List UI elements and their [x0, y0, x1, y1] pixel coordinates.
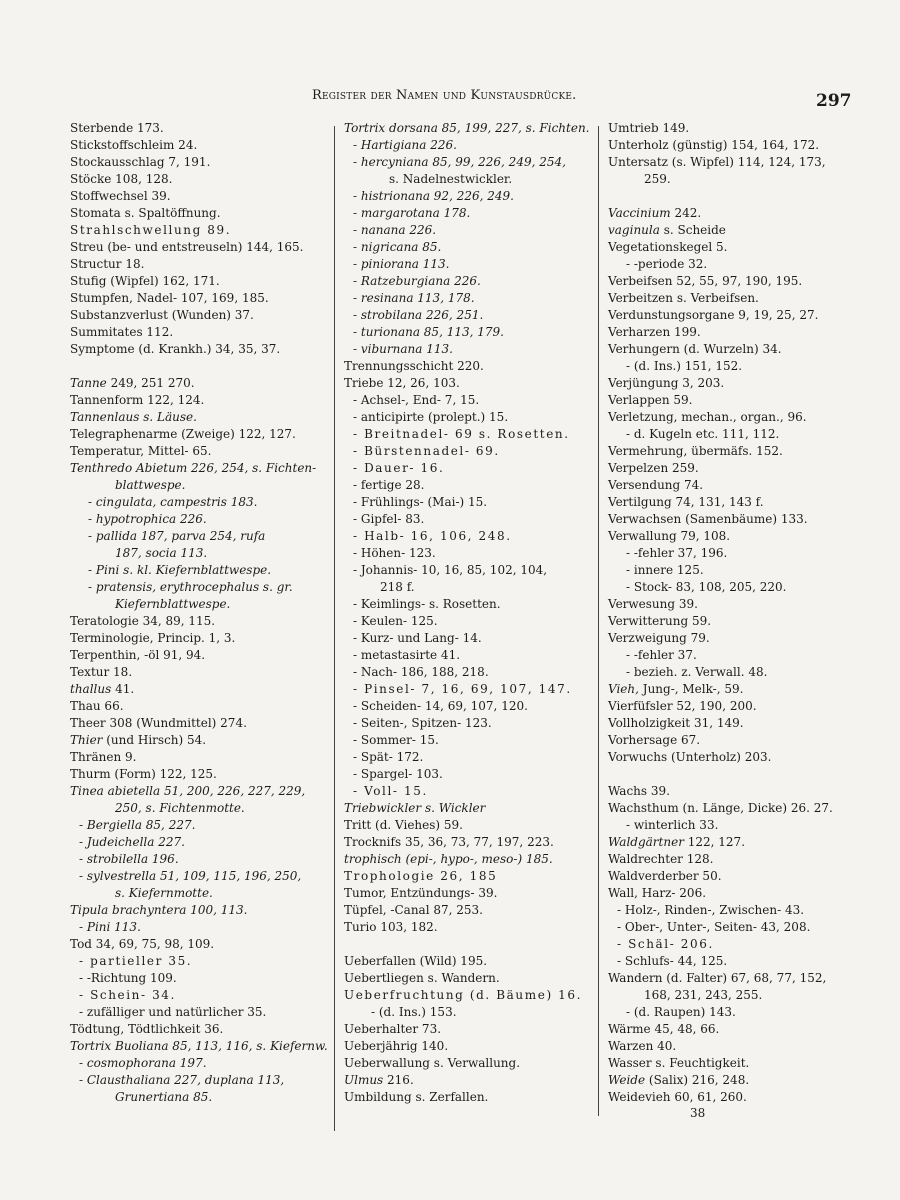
index-entry: Thränen 9. [70, 750, 137, 764]
index-entry: - margarotana 178. [353, 206, 471, 220]
index-entry: Stumpfen, Nadel- 107, 169, 185. [70, 291, 269, 305]
index-entry: Waldgärtner 122, 127. [608, 835, 746, 849]
index-entry: Grunertiana 85. [115, 1090, 213, 1104]
section-gap [70, 358, 322, 375]
index-entry: Waldrechter 128. [608, 852, 714, 866]
index-entry: - d. Kugeln etc. 111, 112. [626, 427, 780, 441]
index-entry: Verwachsen (Samenbäume) 133. [608, 512, 808, 526]
index-entry: - Breitnadel- 69 s. Rosetten. [353, 427, 570, 441]
index-entry: Ueberwallung s. Verwallung. [344, 1056, 521, 1070]
index-entry: Verhungern (d. Wurzeln) 34. [608, 342, 782, 356]
index-entry: Weide (Salix) 216, 248. [608, 1073, 750, 1087]
index-entry: Telegraphenarme (Zweige) 122, 127. [70, 427, 296, 441]
index-entry: Tumor, Entzündungs- 39. [344, 886, 498, 900]
index-entry: 187, socia 113. [115, 546, 208, 560]
index-entry: Tritt (d. Viehes) 59. [344, 818, 463, 832]
index-entry: Tanne 249, 251 270. [70, 376, 195, 390]
index-entry: Terminologie, Princip. 1, 3. [70, 631, 236, 645]
index-entry: Umtrieb 149. [608, 121, 690, 135]
index-entry: Verdunstungsorgane 9, 19, 25, 27. [608, 308, 819, 322]
index-entry: - Holz-, Rinden-, Zwischen- 43. [617, 903, 805, 917]
index-entry: thallus 41. [70, 682, 135, 696]
index-entry: Ueberhalter 73. [344, 1022, 442, 1036]
index-entry: - Schäl- 206. [617, 937, 714, 951]
index-entry: - Kurz- und Lang- 14. [353, 631, 482, 645]
index-entry: - Keimlings- s. Rosetten. [353, 597, 501, 611]
index-entry: - (d. Raupen) 143. [626, 1005, 736, 1019]
index-entry: - hercyniana 85, 99, 226, 249, 254, [353, 155, 566, 169]
index-entry: Stomata s. Spaltöffnung. [70, 206, 221, 220]
column-rule-right [598, 126, 599, 1116]
page-number: 297 [816, 91, 852, 111]
index-entry: - Schlufs- 44, 125. [617, 954, 728, 968]
index-entry: Tortrix Buoliana 85, 113, 116, s. Kiefernw. [70, 1039, 328, 1053]
index-entry: Ueberfruchtung (d. Bäume) 16. [344, 988, 583, 1002]
index-entry: Verwitterung 59. [608, 614, 712, 628]
index-entry: - innere 125. [626, 563, 704, 577]
index-entry: - Voll- 15. [353, 784, 428, 798]
index-entry: - Bergiella 85, 227. [79, 818, 196, 832]
index-entry: - Gipfel- 83. [353, 512, 425, 526]
index-entry: Tinea abietella 51, 200, 226, 227, 229, [70, 784, 306, 798]
index-entry: Summitates 112. [70, 325, 174, 339]
index-entry: Untersatz (s. Wipfel) 114, 124, 173, [608, 155, 826, 169]
index-column-1 [70, 120, 328, 1106]
index-entry: - Bürstennadel- 69. [353, 444, 500, 458]
index-entry: Vegetationskegel 5. [608, 240, 728, 254]
index-entry: - Spät- 172. [353, 750, 424, 764]
index-entry: Trophologie 26, 185 [344, 869, 498, 883]
index-entry: Tüpfel, -Canal 87, 253. [344, 903, 483, 917]
index-entry: Warzen 40. [608, 1039, 677, 1053]
index-entry: Ulmus 216. [344, 1073, 414, 1087]
index-entry: - winterlich 33. [626, 818, 719, 832]
index-entry: - Halb- 16, 106, 248. [353, 529, 512, 543]
index-entry: Unterholz (günstig) 154, 164, 172. [608, 138, 820, 152]
index-entry: Stoffwechsel 39. [70, 189, 171, 203]
index-entry: - -Richtung 109. [79, 971, 177, 985]
index-entry: vaginula s. Scheide [608, 223, 726, 237]
index-entry: Thau 66. [70, 699, 124, 713]
index-entry: Vaccinium 242. [608, 206, 702, 220]
signature-mark: 38 [690, 1106, 706, 1120]
index-entry: - Stock- 83, 108, 205, 220. [626, 580, 787, 594]
index-entry: Wall, Harz- 206. [608, 886, 707, 900]
index-entry: - anticipirte (prolept.) 15. [353, 410, 509, 424]
index-entry: Umbildung s. Zerfallen. [344, 1090, 489, 1104]
index-entry: - pratensis, erythrocephalus s. gr. [88, 580, 293, 594]
index-entry: - fertige 28. [353, 478, 425, 492]
index-entry: Symptome (d. Krankh.) 34, 35, 37. [70, 342, 281, 356]
index-entry: - metastasirte 41. [353, 648, 461, 662]
index-entry: Temperatur, Mittel- 65. [70, 444, 212, 458]
index-entry: - Pinsel- 7, 16, 69, 107, 147. [353, 682, 572, 696]
index-entry: - Keulen- 125. [353, 614, 438, 628]
index-entry: Wasser s. Feuchtigkeit. [608, 1056, 750, 1070]
index-entry: Tödtung, Tödtlichkeit 36. [70, 1022, 224, 1036]
index-entry: Triebwickler s. Wickler [344, 801, 486, 815]
running-header: Register der Namen und Kunstausdrücke. [312, 88, 577, 103]
index-entry: Verbeitzen s. Verbeifsen. [608, 291, 759, 305]
index-column-3 [608, 120, 840, 1106]
index-entry: Versendung 74. [608, 478, 704, 492]
index-entry: - cosmophorana 197. [79, 1056, 207, 1070]
index-entry: - Nach- 186, 188, 218. [353, 665, 489, 679]
index-entry: s. Kiefernmotte. [115, 886, 213, 900]
index-entry: Waldverderber 50. [608, 869, 722, 883]
index-entry: Tannenform 122, 124. [70, 393, 205, 407]
index-entry: Thurm (Form) 122, 125. [70, 767, 217, 781]
index-entry: Tortrix dorsana 85, 199, 227, s. Fichten. [344, 121, 590, 135]
index-entry: Vorwuchs (Unterholz) 203. [608, 750, 772, 764]
index-entry: Verwallung 79, 108. [608, 529, 731, 543]
index-entry: Stufig (Wipfel) 162, 171. [70, 274, 220, 288]
index-entry: - Achsel-, End- 7, 15. [353, 393, 480, 407]
index-entry: Wachsthum (n. Länge, Dicke) 26. 27. [608, 801, 833, 815]
index-entry: Thier (und Hirsch) 54. [70, 733, 207, 747]
index-entry: Sterbende 173. [70, 121, 164, 135]
index-entry: - Dauer- 16. [353, 461, 445, 475]
index-entry: s. Nadelnestwickler. [389, 172, 513, 186]
index-entry: Vermehrung, übermäfs. 152. [608, 444, 783, 458]
index-entry: - cingulata, campestris 183. [88, 495, 258, 509]
index-entry: Wärme 45, 48, 66. [608, 1022, 720, 1036]
index-entry: Stickstoffschleim 24. [70, 138, 198, 152]
index-entry: - Ratzeburgiana 226. [353, 274, 481, 288]
index-entry: Tod 34, 69, 75, 98, 109. [70, 937, 215, 951]
index-entry: - resinana 113, 178. [353, 291, 475, 305]
column-rule-left [334, 126, 335, 1131]
index-entry: Tipula brachyntera 100, 113. [70, 903, 248, 917]
index-entry: - Hartigiana 226. [353, 138, 457, 152]
index-entry: - Pini s. kl. Kiefernblattwespe. [88, 563, 272, 577]
index-entry: Streu (be- und entstreuseln) 144, 165. [70, 240, 304, 254]
index-entry: - Schein- 34. [79, 988, 176, 1002]
index-entry: 250, s. Fichtenmotte. [115, 801, 245, 815]
index-entry: Textur 18. [70, 665, 133, 679]
index-entry: Kiefernblattwespe. [115, 597, 231, 611]
index-column-2 [344, 120, 592, 1106]
index-entry: Trennungsschicht 220. [344, 359, 484, 373]
index-entry: - -fehler 37, 196. [626, 546, 728, 560]
index-entry: Tannenlaus s. Läuse. [70, 410, 197, 424]
index-entry: Wandern (d. Falter) 67, 68, 77, 152, [608, 971, 827, 985]
index-entry: Verpelzen 259. [608, 461, 699, 475]
index-entry: Verwesung 39. [608, 597, 698, 611]
index-entry: - sylvestrella 51, 109, 115, 196, 250, [79, 869, 302, 883]
index-entry: Stockausschlag 7, 191. [70, 155, 211, 169]
index-entry: - Scheiden- 14, 69, 107, 120. [353, 699, 528, 713]
index-entry: - -fehler 37. [626, 648, 697, 662]
section-gap [608, 188, 840, 205]
index-entry: Vieh, Jung-, Melk-, 59. [608, 682, 744, 696]
index-entry: - Spargel- 103. [353, 767, 443, 781]
index-entry: Trocknifs 35, 36, 73, 77, 197, 223. [344, 835, 554, 849]
index-entry: - piniorana 113. [353, 257, 450, 271]
index-entry: Verbeifsen 52, 55, 97, 190, 195. [608, 274, 803, 288]
index-entry: trophisch (epi-, hypo-, meso-) 185. [344, 852, 553, 866]
index-entry: Verlappen 59. [608, 393, 693, 407]
index-entry: - zufälliger und natürlicher 35. [79, 1005, 267, 1019]
index-entry: blattwespe. [115, 478, 186, 492]
index-entry: - bezieh. z. Verwall. 48. [626, 665, 768, 679]
index-entry: - strobilella 196. [79, 852, 179, 866]
index-entry: Teratologie 34, 89, 115. [70, 614, 216, 628]
index-entry: - Frühlings- (Mai-) 15. [353, 495, 488, 509]
index-entry: Stöcke 108, 128. [70, 172, 173, 186]
index-entry: - Johannis- 10, 16, 85, 102, 104, [353, 563, 548, 577]
index-entry: Tenthredo Abietum 226, 254, s. Fichten- [70, 461, 317, 475]
index-entry: - strobilana 226, 251. [353, 308, 484, 322]
index-entry: Substanzverlust (Wunden) 37. [70, 308, 254, 322]
index-entry: Turio 103, 182. [344, 920, 438, 934]
index-entry: - Sommer- 15. [353, 733, 439, 747]
index-entry: - Ober-, Unter-, Seiten- 43, 208. [617, 920, 811, 934]
index-entry: - Pini 113. [79, 920, 141, 934]
index-entry: Theer 308 (Wundmittel) 274. [70, 716, 247, 730]
index-entry: - Höhen- 123. [353, 546, 436, 560]
index-entry: Wachs 39. [608, 784, 670, 798]
index-entry: - nanana 226. [353, 223, 437, 237]
index-entry: - Clausthaliana 227, duplana 113, [79, 1073, 285, 1087]
section-gap [344, 936, 592, 953]
index-entry: Strahlschwellung 89. [70, 223, 232, 237]
index-entry: - turionana 85, 113, 179. [353, 325, 504, 339]
index-entry: - viburnana 113. [353, 342, 453, 356]
index-entry: Vorhersage 67. [608, 733, 701, 747]
index-entry: Uebertliegen s. Wandern. [344, 971, 500, 985]
index-entry: Vierfüfsler 52, 190, 200. [608, 699, 757, 713]
index-entry: 168, 231, 243, 255. [644, 988, 763, 1002]
index-entry: 218 f. [380, 580, 415, 594]
index-entry: - (d. Ins.) 153. [371, 1005, 457, 1019]
section-gap [608, 766, 840, 783]
index-entry: Vollholzigkeit 31, 149. [608, 716, 744, 730]
index-entry: Ueberjährig 140. [344, 1039, 449, 1053]
index-entry: - (d. Ins.) 151, 152. [626, 359, 743, 373]
index-entry: - Seiten-, Spitzen- 123. [353, 716, 492, 730]
index-entry: Verletzung, mechan., organ., 96. [608, 410, 807, 424]
index-entry: Structur 18. [70, 257, 145, 271]
index-entry: Ueberfallen (Wild) 195. [344, 954, 488, 968]
index-entry: Vertilgung 74, 131, 143 f. [608, 495, 764, 509]
index-entry: - -periode 32. [626, 257, 708, 271]
index-entry: Triebe 12, 26, 103. [344, 376, 460, 390]
index-entry: - hypotrophica 226. [88, 512, 207, 526]
index-entry: - histrionana 92, 226, 249. [353, 189, 514, 203]
index-entry: - nigricana 85. [353, 240, 442, 254]
index-entry: - partieller 35. [79, 954, 193, 968]
index-entry: Verjüngung 3, 203. [608, 376, 725, 390]
index-entry: Verharzen 199. [608, 325, 701, 339]
index-entry: 259. [644, 172, 671, 186]
index-entry: - Judeichella 227. [79, 835, 185, 849]
index-entry: Weidevieh 60, 61, 260. [608, 1090, 747, 1104]
index-entry: Terpenthin, -öl 91, 94. [70, 648, 206, 662]
index-entry: Verzweigung 79. [608, 631, 710, 645]
index-entry: - pallida 187, parva 254, rufa [88, 529, 266, 543]
